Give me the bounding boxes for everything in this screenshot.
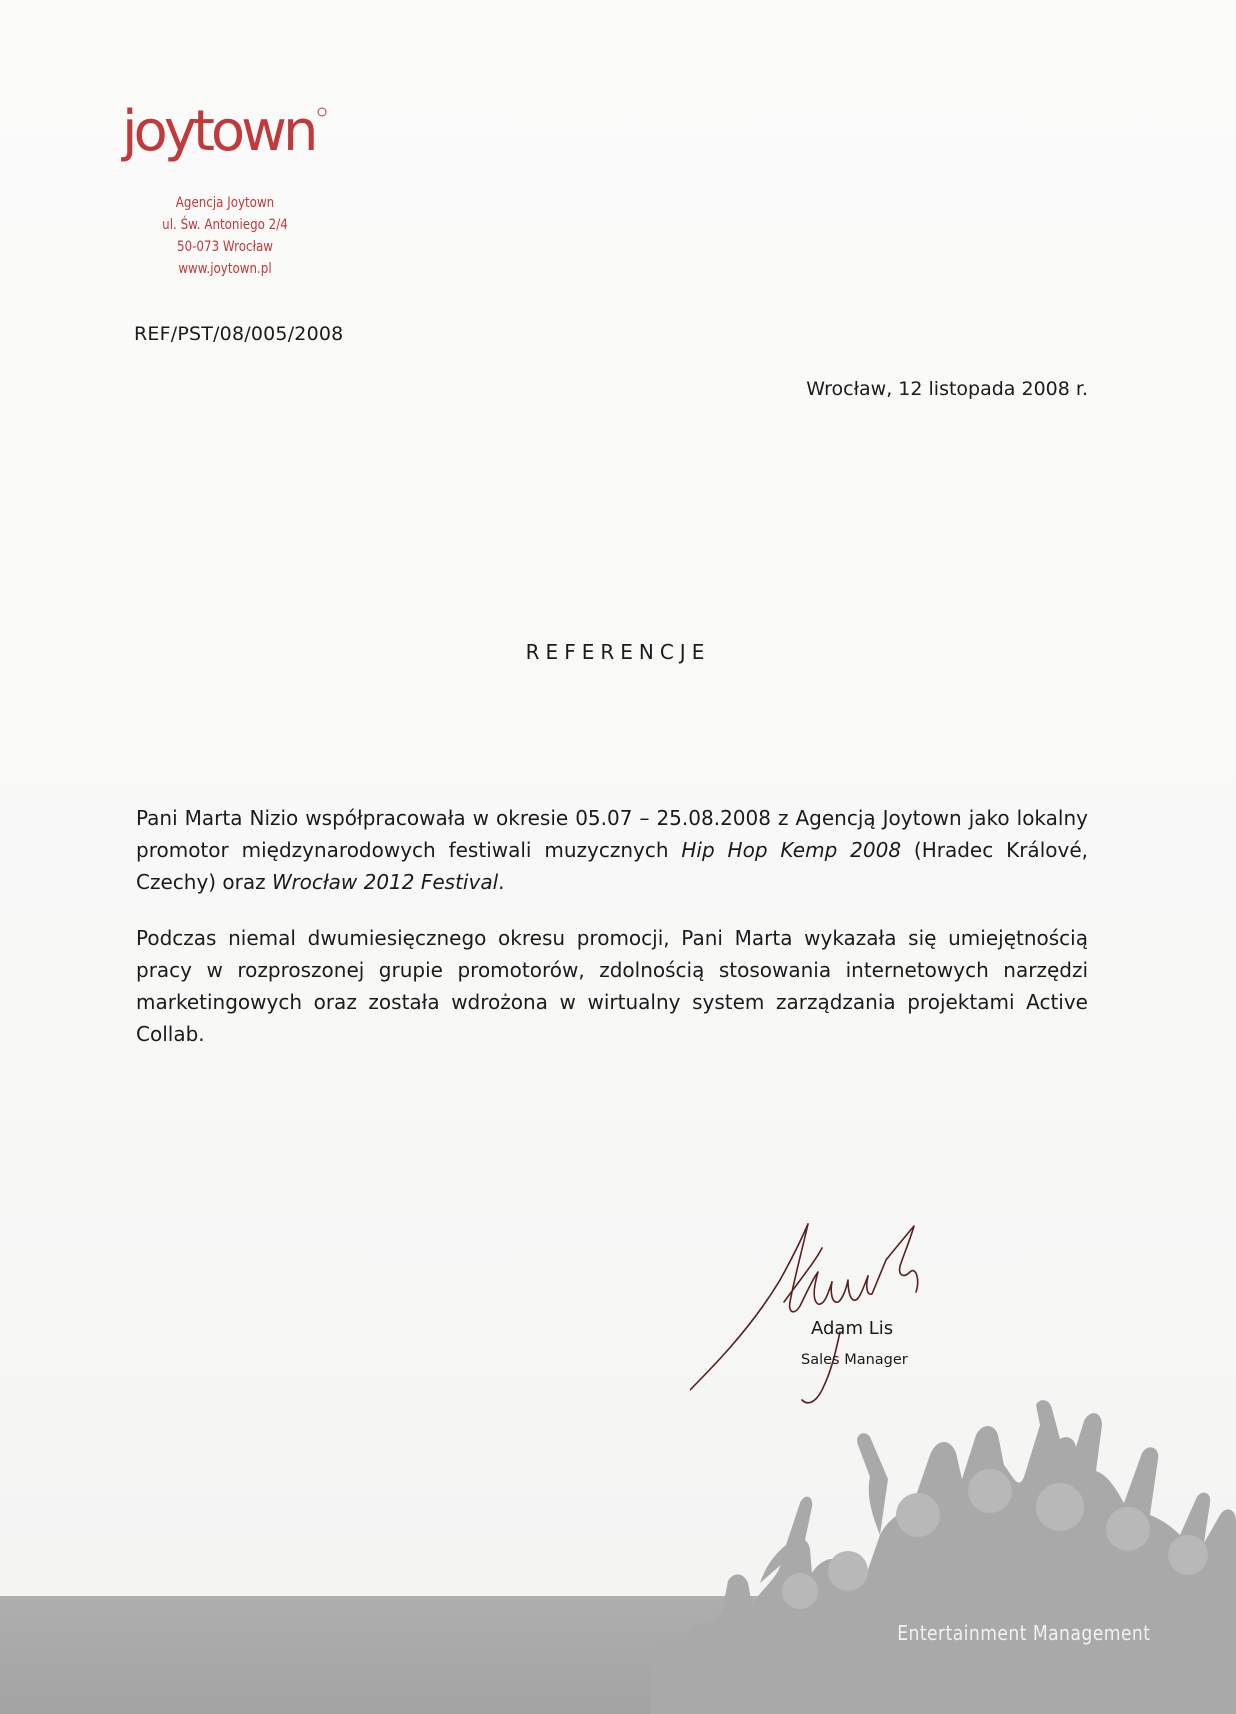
address-line-city: 50-073 Wrocław xyxy=(177,239,273,255)
copyright-icon xyxy=(318,108,326,116)
document-title: REFERENCJE xyxy=(525,640,711,664)
logo-lettering: joytown xyxy=(122,100,315,164)
festival-name-wroclaw: Wrocław 2012 Festival xyxy=(272,870,499,894)
paragraph-skills: Podczas niemal dwumiesięcznego okresu promocji, Pani Marta wykazała się umiejętnością pracy w rozproszonej grupie promotorów, zdolnością stosowania internetowych narzędzi marketingowych oraz została wdrożona w wirtualny system zarządzania projektami Active Collab. xyxy=(136,926,1088,1046)
paragraph1-end: . xyxy=(498,870,505,894)
crowd-silhouette-illustration xyxy=(0,1395,1236,1714)
agency-address xyxy=(139,192,311,280)
signer-name: Adam Lis xyxy=(811,1318,894,1339)
signer-position: Sales Manager xyxy=(801,1352,908,1368)
address-line-street: ul. Św. Antoniego 2/4 xyxy=(162,217,288,233)
reference-number: REF/PST/08/005/2008 xyxy=(134,323,344,345)
date-line: Wrocław, 12 listopada 2008 r. xyxy=(806,378,1088,400)
paragraph1-middle: (Hradec Králové, Czechy) oraz xyxy=(136,838,1088,894)
address-line-website[interactable]: www.joytown.pl xyxy=(178,261,272,277)
festival-name-hiphopkemp: Hip Hop Kemp 2008 xyxy=(681,838,902,862)
joytown-logo xyxy=(120,100,330,180)
letter-body xyxy=(136,802,1088,1074)
paragraph-cooperation xyxy=(136,802,1088,898)
paragraph1-start: Pani Marta Nizio współpracowała w okresie 05.07 – 25.08.2008 z Agencją Joytown jako lokalny promotor międzynarodowych festiwali muzycznych xyxy=(136,806,1088,862)
footer-tagline: Entertainment Management xyxy=(896,1621,1150,1645)
joytown-logo-mark xyxy=(120,100,330,180)
address-line-agency: Agencja Joytown xyxy=(175,195,275,211)
